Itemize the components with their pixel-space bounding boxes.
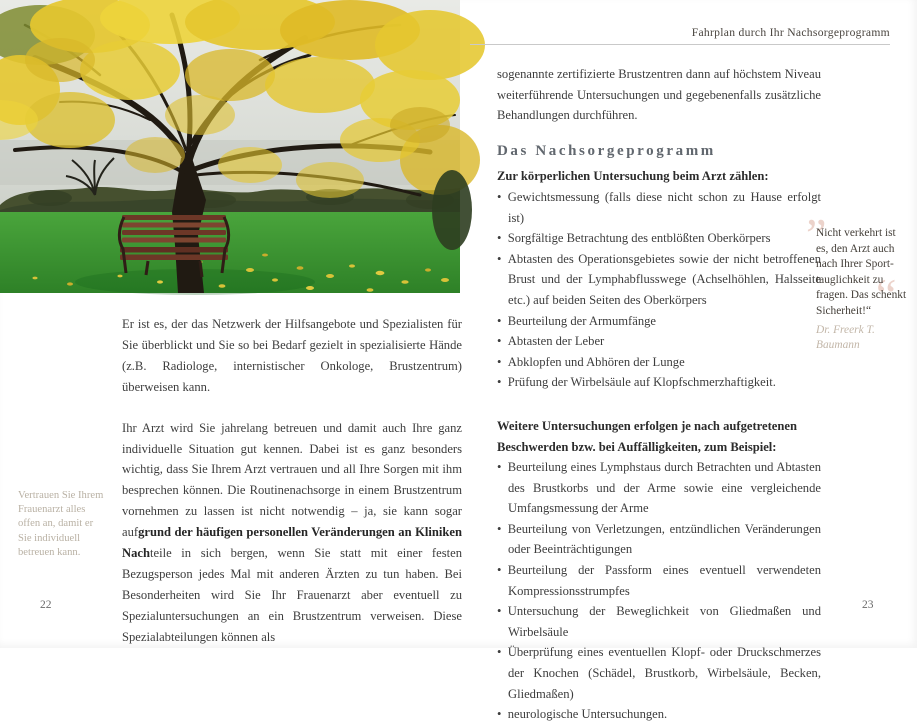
- left-margin-note: Vertrauen Sie Ihrem Frauenarzt alles offen an, damit er Sie individuell betreuen kann.: [18, 490, 104, 558]
- header-rule: [470, 44, 890, 45]
- left-paragraph-2-bold: grund der häufigen personellen Veränderungen an Kliniken Nach: [122, 525, 462, 561]
- quote-attribution: Dr. Freerk T. Baumann: [816, 323, 875, 352]
- section-title: Das Nachsorgeprogramm: [497, 142, 716, 159]
- autumn-tree-photo: [0, 0, 460, 293]
- left-paragraph-2: [122, 418, 462, 648]
- list-item: • Abtasten des Operationsgebietes sowie der nicht betroffenen Brust und der Lymphabflusswege (Achselhöhlen, Halsseite etc.) auf beiden Seiten des Oberkörpers: [497, 249, 821, 311]
- left-paragraph-1: Er ist es, der das Netzwerk der Hilfsangebote und Spezialisten für Sie überblickt und Sie so bei Bedarf gezielt in spezialisierte Hände (z.B. Radiologe, internistischer Onkologe, Brustzentrum) überweisen kann.: [122, 317, 462, 394]
- list-item: • Abtasten der Leber: [497, 331, 821, 352]
- close-quote-icon: “: [876, 269, 897, 320]
- list-item: • Beurteilung der Passform eines eventuell verwendeten Kompressionsstrumpfes: [497, 560, 821, 601]
- page-number-right: 23: [862, 599, 874, 611]
- quote-text: Nicht verkehrt ist es, den Arzt auch nach Ihrer Sporttauglichkeit zu fragen. Das schenkt Sicherheit!“: [816, 227, 907, 317]
- right-page-body: [497, 64, 821, 725]
- further-exams-list: [497, 457, 821, 725]
- further-exams-title: Weitere Untersuchungen erfolgen je nach aufgetretenen Beschwerden bzw. bei Auffälligkeiten, zum Beispiel:: [497, 418, 797, 454]
- list-item: • Gewichtsmessung (falls diese nicht schon zu Hause erfolgt ist): [497, 187, 821, 228]
- exam-list: [497, 187, 821, 393]
- exam-list-title: Zur körperlichen Untersuchung beim Arzt zählen:: [497, 169, 769, 184]
- list-item: • Beurteilung eines Lymphstaus durch Betrachten und Abtasten des Brustkorbs und der Arme sowie eine vergleichende Umfangsmessung der Arme: [497, 457, 821, 519]
- list-item: • Überprüfung eines eventuellen Klopf- oder Druckschmerzes der Knochen (Schädel, Brustkorb, Wirbelsäule, Becken, Gliedmaßen): [497, 642, 821, 704]
- sidebar-quote: [816, 226, 910, 354]
- left-paragraph-2-rest: teile in sich bergen, wenn Sie statt mit einer festen Bezugsperson jedes Mal mit anderen Ärzten zu tun haben. Bei Besonderheiten wird Sie Ihr Frauenarzt aber eventuell zu Spezialuntersuchungen an ein Brustzentrum verweisen. Diese Spezialabteilungen können als: [122, 546, 462, 644]
- list-item: • Beurteilung der Armumfänge: [497, 311, 821, 332]
- list-item: • Sorgfältige Betrachtung des entblößten Oberkörpers: [497, 228, 821, 249]
- photo-illustration: [0, 0, 460, 293]
- running-header: Fahrplan durch Ihr Nachsorgeprogramm: [691, 26, 890, 39]
- left-paragraph-2-normal: Ihr Arzt wird Sie jahrelang betreuen und damit auch Ihre ganz individuelle Situation gut kennen. Dabei ist es ganz besonders wichtig, dass Sie Ihrem Arzt vertrauen und all Ihre Sorgen mit ihm besprechen können. Die Routinenachsorge in einem Brustzentrum vornehmen zu lassen ist nicht notwendig – ja, sie kann sogar auf: [122, 420, 462, 540]
- list-item: • Beurteilung von Verletzungen, entzündlichen Veränderungen oder Beeinträchtigungen: [497, 519, 821, 560]
- list-item: • neurologische Untersuchungen.: [497, 704, 821, 725]
- list-item: • Abklopfen und Abhören der Lunge: [497, 352, 821, 373]
- intro-paragraph: sogenannte zertifizierte Brustzentren dann auf höchstem Niveau weiterführende Untersuchungen und gegebenenfalls zusätzliche Behandlungen durchführen.: [497, 67, 821, 123]
- open-quote-icon: ”: [806, 209, 827, 260]
- list-item: • Prüfung der Wirbelsäule auf Klopfschmerzhaftigkeit.: [497, 372, 821, 393]
- page-number-left: 22: [40, 599, 52, 611]
- left-page-body: [122, 314, 462, 648]
- list-item: • Untersuchung der Beweglichkeit von Gliedmaßen und Wirbelsäule: [497, 601, 821, 642]
